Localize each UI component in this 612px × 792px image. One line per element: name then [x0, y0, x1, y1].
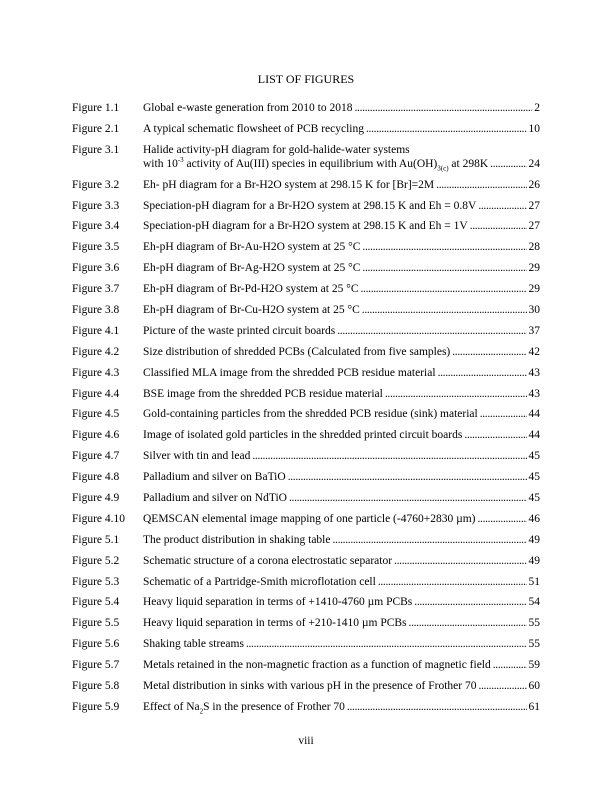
dot-leader — [452, 345, 526, 359]
page-number: 46 — [528, 512, 540, 525]
dot-leader — [480, 407, 527, 421]
figure-title: Eh-pH diagram of Br-Ag-H2O system at 25 °C — [143, 262, 361, 275]
figure-title: Speciation-pH diagram for a Br-H2O system at 298.15 K and Eh = 0.8V — [143, 199, 477, 212]
dot-leader — [362, 261, 526, 275]
dot-leader — [436, 178, 526, 192]
list-item — [72, 616, 540, 630]
dot-leader — [385, 387, 527, 401]
list-item — [72, 449, 540, 463]
list-item — [72, 407, 540, 421]
figure-title: Shaking table streams — [143, 638, 244, 651]
figure-number: Figure 5.4 — [72, 596, 120, 609]
list-item — [72, 491, 540, 505]
figure-title: Metal distribution in sinks with various pH in the presence of Frother 70 — [143, 680, 477, 693]
page-number: 27 — [528, 199, 540, 212]
figure-number: Figure 4.5 — [72, 408, 120, 421]
figure-title: The product distribution in shaking table — [143, 533, 331, 546]
figure-number: Figure 4.4 — [72, 387, 120, 400]
page-number: 29 — [528, 283, 540, 296]
figure-title: Global e-waste generation from 2010 to 2018 — [143, 102, 353, 114]
list-item — [72, 658, 540, 672]
list-item — [72, 387, 540, 401]
page-folio: viii — [298, 735, 314, 747]
figure-number: Figure 3.4 — [72, 220, 120, 233]
page-number: 45 — [528, 471, 540, 484]
list-item — [72, 679, 540, 693]
figure-number: Figure 5.9 — [72, 700, 120, 713]
figure-number: Figure 5.2 — [72, 554, 120, 567]
figure-title: Speciation-pH diagram for a Br-H2O system at 298.15 K and Eh = 1V — [143, 220, 468, 233]
dot-leader — [246, 637, 527, 651]
page-number: 59 — [528, 659, 540, 672]
figure-number: Figure 5.6 — [72, 638, 120, 651]
list-item — [72, 219, 540, 233]
figure-number: Figure 4.1 — [72, 324, 120, 337]
list-item — [72, 101, 540, 115]
page-number: 49 — [528, 554, 540, 567]
figure-number: Figure 3.5 — [72, 241, 120, 254]
list-item — [72, 199, 540, 213]
page-number: 42 — [528, 345, 540, 358]
figure-number: Figure 3.2 — [72, 178, 120, 191]
list-item — [72, 554, 540, 568]
list-item — [72, 178, 540, 192]
figure-number: Figure 3.7 — [72, 283, 120, 296]
figure-number: Figure 5.3 — [72, 575, 120, 588]
page-number: 44 — [528, 408, 540, 421]
page-number: 51 — [528, 575, 540, 588]
list-item — [72, 595, 540, 609]
dot-leader — [409, 616, 527, 630]
dot-leader — [361, 282, 527, 296]
figure-title: Gold-containing particles from the shredded PCB residue (sink) material — [143, 408, 478, 421]
figure-list — [72, 101, 540, 721]
figure-title: Palladium and silver on BaTiO — [143, 471, 286, 484]
figure-number: Figure 4.9 — [72, 492, 120, 505]
page-number: 2 — [534, 102, 540, 114]
figure-title: Eh-pH diagram of Br-Cu-H2O system at 25 °C — [143, 304, 360, 317]
dot-leader — [478, 679, 526, 693]
figure-title: Size distribution of shredded PCBs (Calculated from five samples) — [143, 345, 451, 358]
figure-number: Figure 3.6 — [72, 262, 120, 275]
page-number: 55 — [528, 638, 540, 651]
figure-number: Figure 4.7 — [72, 450, 120, 463]
figure-title: Eh- pH diagram for a Br-H2O system at 298.15 K for [Br]=2M — [143, 178, 435, 191]
dot-leader — [347, 700, 527, 714]
list-item — [72, 512, 540, 526]
list-item — [72, 240, 540, 254]
figure-title: Schematic structure of a corona electrostatic separator — [143, 554, 393, 567]
dot-leader — [366, 122, 527, 136]
figure-number: Figure 3.3 — [72, 199, 120, 212]
page-number: 61 — [528, 700, 540, 713]
figure-number: Figure 4.3 — [72, 366, 120, 379]
page-number: 45 — [528, 450, 540, 463]
list-item — [72, 143, 540, 171]
dot-leader — [470, 219, 527, 233]
figure-number: Figure 4.2 — [72, 345, 120, 358]
figure-title: Palladium and silver on NdTiO — [143, 492, 287, 505]
figure-title: A typical schematic flowsheet of PCB recycling — [143, 122, 364, 135]
page-number: 24 — [528, 157, 540, 170]
list-item — [72, 533, 540, 547]
list-item — [72, 303, 540, 317]
dot-leader — [394, 554, 526, 568]
figure-title: BSE image from the shredded PCB residue material — [143, 387, 383, 400]
dot-leader — [477, 512, 526, 526]
list-item — [72, 428, 540, 442]
figure-title-line-1: Halide activity-pH diagram for gold-halide-water systems — [143, 143, 410, 156]
figure-number: Figure 3.1 — [72, 143, 120, 156]
dot-leader — [464, 428, 526, 442]
page-number: 54 — [528, 596, 540, 609]
figure-title: Metals retained in the non-magnetic fraction as a function of magnetic field — [143, 659, 491, 672]
dot-leader — [337, 324, 526, 338]
dot-leader — [362, 303, 527, 317]
dot-leader — [362, 240, 526, 254]
page-number: 28 — [528, 241, 540, 254]
figure-number: Figure 5.7 — [72, 659, 120, 672]
figure-number: Figure 2.1 — [72, 122, 120, 135]
figure-title: Classified MLA image from the shredded PCB residue material — [143, 366, 436, 379]
list-item — [72, 700, 540, 714]
list-item — [72, 324, 540, 338]
figure-number: Figure 4.8 — [72, 471, 120, 484]
figure-number: Figure 4.10 — [72, 512, 126, 525]
list-item — [72, 345, 540, 359]
figure-title: Effect of $Na_2S$ in the presence of Frother 70 — [143, 700, 345, 716]
page-heading: LIST OF FIGURES — [257, 72, 355, 86]
figure-title: Silver with tin and lead — [143, 450, 251, 463]
figure-title: Eh-pH diagram of Br-Pd-H2O system at 25 °C — [143, 283, 359, 296]
list-item — [72, 575, 540, 589]
page-number: 29 — [528, 262, 540, 275]
figure-title: Image of isolated gold particles in the shredded printed circuit boards — [143, 429, 463, 442]
page-number: 37 — [528, 324, 540, 337]
figure-title: Schematic of a Partridge-Smith microflotation cell — [143, 575, 376, 588]
figure-title: Heavy liquid separation in terms of +210-1410 µm PCBs — [143, 617, 407, 630]
page-number: 44 — [528, 429, 540, 442]
figure-number: Figure 5.8 — [72, 680, 120, 693]
figure-title: Heavy liquid separation in terms of +1410-4760 µm PCBs — [143, 596, 413, 609]
dot-leader — [438, 366, 527, 380]
dot-leader — [414, 595, 526, 609]
list-item — [72, 366, 540, 380]
dot-leader — [252, 449, 526, 463]
figure-number: Figure 5.1 — [72, 533, 120, 546]
figure-number: Figure 5.5 — [72, 617, 120, 630]
dot-leader — [288, 470, 527, 484]
page-number: 27 — [528, 220, 540, 233]
figure-number: Figure 1.1 — [72, 102, 120, 114]
figure-title: QEMSCAN elemental image mapping of one particle (-4760+2830 µm) — [143, 512, 476, 525]
dot-leader — [493, 658, 527, 672]
list-item — [72, 637, 540, 651]
page-number: 60 — [528, 680, 540, 693]
figure-number: Figure 3.8 — [72, 304, 120, 317]
figure-title: Eh-pH diagram of Br-Au-H2O system at 25 °C — [143, 241, 361, 254]
page-number: 26 — [528, 178, 540, 191]
page-number: 43 — [528, 387, 540, 400]
page-number: 49 — [528, 533, 540, 546]
figure-number: Figure 4.6 — [72, 429, 120, 442]
list-item — [72, 282, 540, 296]
page-number: 30 — [528, 304, 540, 317]
page-number: 43 — [528, 366, 540, 379]
dot-leader — [332, 533, 526, 547]
page-number: 55 — [528, 617, 540, 630]
page-number: 45 — [528, 492, 540, 505]
figure-title-line-2: with $10^{-3}$ activity of Au(III) species in equilibrium with $Au(OH)_{3(c)}$ at 298K — [143, 155, 489, 173]
list-item — [72, 470, 540, 484]
list-item — [72, 122, 540, 136]
dot-leader — [289, 491, 527, 505]
list-item — [72, 261, 540, 275]
dot-leader — [490, 157, 526, 171]
figure-title: Picture of the waste printed circuit boards — [143, 324, 336, 337]
dot-leader — [478, 199, 526, 213]
dot-leader — [378, 575, 527, 589]
dot-leader — [355, 101, 533, 115]
page-number: 10 — [528, 122, 540, 135]
